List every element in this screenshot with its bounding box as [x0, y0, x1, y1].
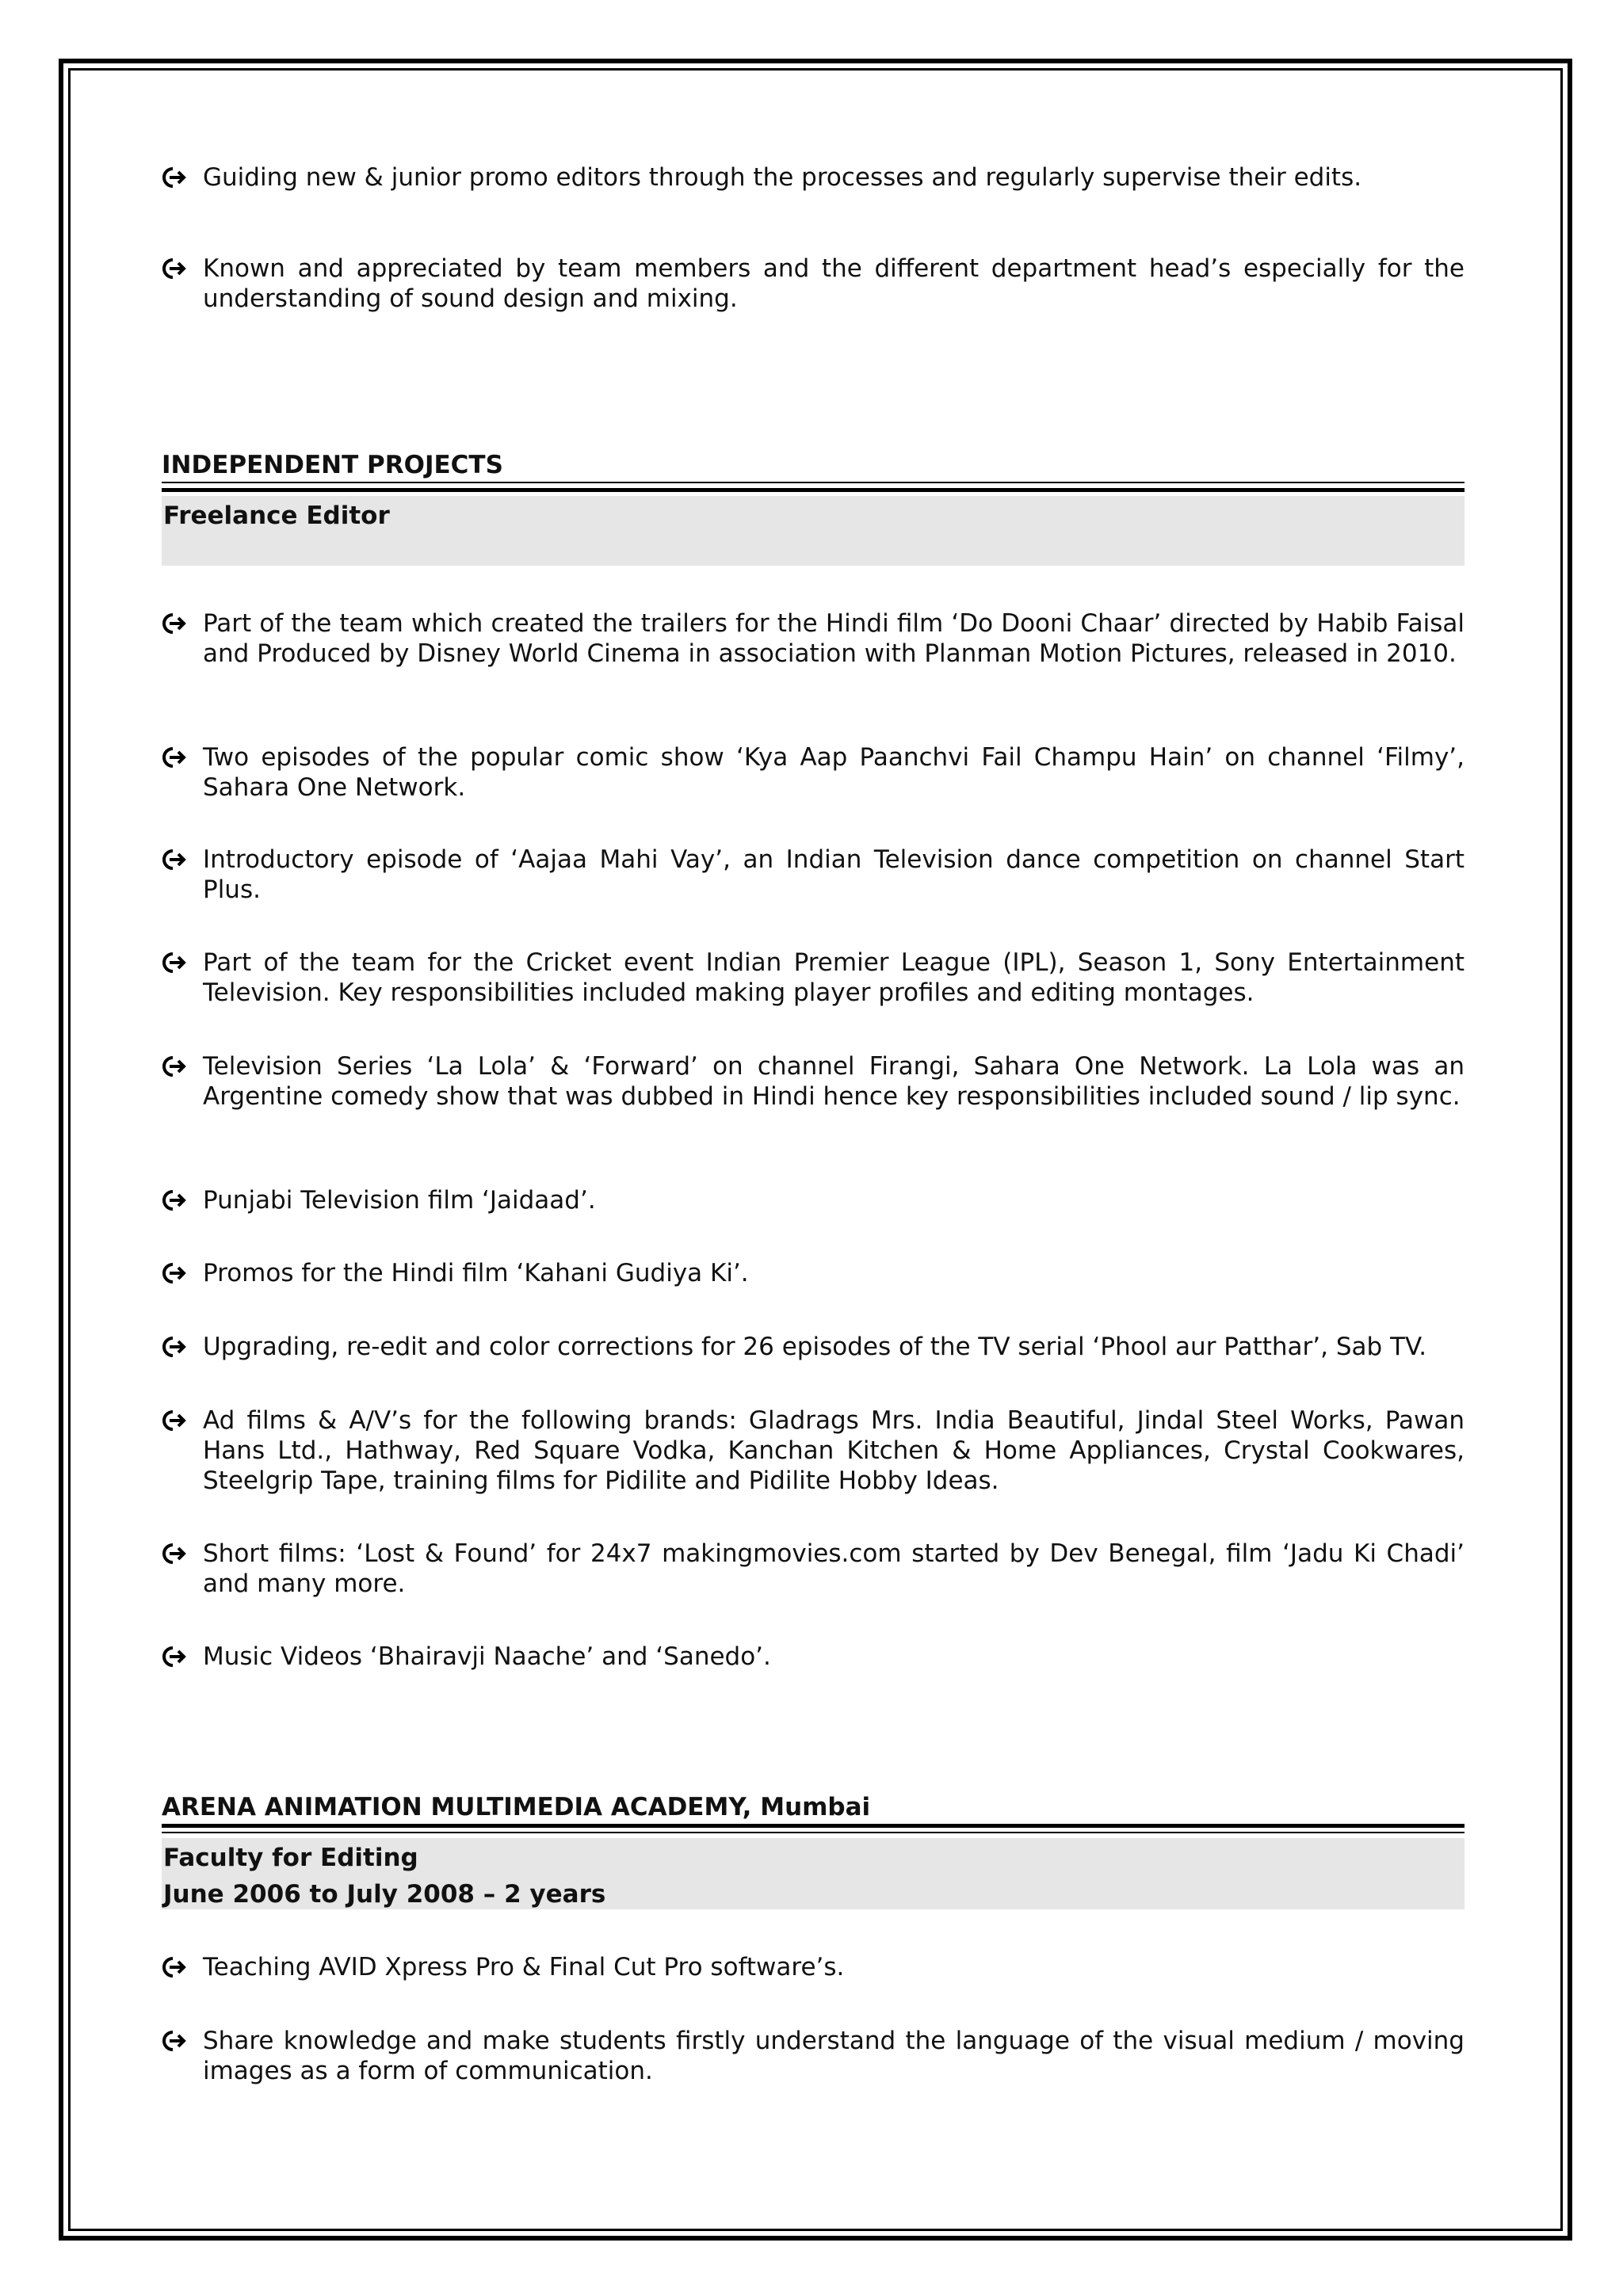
list-item [162, 1642, 1465, 1672]
list-item [162, 1405, 1465, 1496]
arrow-bullet-icon [162, 1407, 187, 1434]
bullet-text: Music Videos ‘Bhairavji Naache’ and ‘Sanedo’. [203, 1642, 771, 1671]
bullet-text: Part of the team for the Cricket event Indian Premier League (IPL), Season 1, Sony Entertainment Television. Key responsibilities included making player profiles and editing montages. [203, 948, 1465, 1007]
arrow-bullet-icon [162, 744, 187, 771]
arrow-bullet-icon [162, 1053, 187, 1080]
role-box-faculty [162, 1838, 1465, 1909]
bullet-text: Two episodes of the popular comic show ‘Kya Aap Paanchvi Fail Champu Hain’ on channel ‘Filmy’, Sahara One Network. [203, 743, 1465, 802]
arrow-bullet-icon [162, 1643, 187, 1670]
list-item [162, 254, 1465, 314]
bullet-text: Promos for the Hindi film ‘Kahani Gudiya Ki’. [203, 1259, 749, 1287]
bullet-text: Introductory episode of ‘Aajaa Mahi Vay’, an Indian Television dance competition on channel Start Plus. [203, 845, 1465, 904]
list-item [162, 742, 1465, 803]
list-item [162, 1258, 1465, 1288]
list-item [162, 1539, 1465, 1599]
arrow-bullet-icon [162, 846, 187, 873]
bullet-text: Television Series ‘La Lola’ & ‘Forward’ on channel Firangi, Sahara One Network. La Lola was an Argentine comedy show that was dubbed in Hindi hence key responsibilities included sound / lip sync. [203, 1052, 1465, 1111]
role-box-freelance [162, 496, 1465, 566]
bullet-text: Ad films & A/V’s for the following brands: Gladrags Mrs. India Beautiful, Jindal Steel Works, Pawan Hans Ltd., Hathway, Red Square Vodka, Kanchan Kitchen & Home Appliances, Crystal Cookwares, Steelgrip Tape, training films for Pidilite and Pidilite Hobby Ideas. [203, 1406, 1465, 1495]
list-item [162, 948, 1465, 1008]
bullet-text: Punjabi Television film ‘Jaidaad’. [203, 1186, 596, 1215]
divider [162, 1824, 1465, 1828]
arrow-bullet-icon [162, 1954, 187, 1981]
bullet-text: Upgrading, re-edit and color corrections for 26 episodes of the TV serial ‘Phool aur Patthar’, Sab TV. [203, 1333, 1427, 1361]
role-title: Freelance Editor [163, 502, 390, 530]
section-heading-arena: ARENA ANIMATION MULTIMEDIA ACADEMY, Mumbai [162, 1793, 871, 1821]
bullet-text: Short films: ‘Lost & Found’ for 24x7 makingmovies.com started by Dev Benegal, film ‘Jadu Ki Chadi’ and many more. [203, 1539, 1465, 1598]
arrow-bullet-icon [162, 1540, 187, 1567]
bullet-text: Teaching AVID Xpress Pro & Final Cut Pro software’s. [203, 1953, 845, 1981]
list-item [162, 1051, 1465, 1112]
bullet-text: Part of the team which created the trailers for the Hindi film ‘Do Dooni Chaar’ directed by Habib Faisal and Produced by Disney World Cinema in association with Planman Motion Pictures, released in 2010. [203, 609, 1465, 668]
section-heading-independent: INDEPENDENT PROJECTS [162, 451, 503, 479]
arrow-bullet-icon [162, 164, 187, 191]
arrow-bullet-icon [162, 610, 187, 637]
arrow-bullet-icon [162, 949, 187, 976]
arrow-bullet-icon [162, 255, 187, 282]
role-period: June 2006 to July 2008 – 2 years [163, 1880, 606, 1909]
list-item [162, 162, 1465, 193]
list-item [162, 845, 1465, 905]
list-item [162, 1952, 1465, 1982]
bullet-text: Known and appreciated by team members and the different department head’s especially for the understanding of sound design and mixing. [203, 254, 1465, 313]
divider [162, 488, 1465, 492]
divider [162, 1832, 1465, 1833]
arrow-bullet-icon [162, 1187, 187, 1214]
arrow-bullet-icon [162, 1333, 187, 1360]
role-title: Faculty for Editing [163, 1844, 418, 1872]
bullet-text: Share knowledge and make students firstly understand the language of the visual medium / moving images as a form of communication. [203, 2027, 1465, 2085]
arrow-bullet-icon [162, 2027, 187, 2054]
list-item [162, 2026, 1465, 2086]
list-item [162, 1185, 1465, 1215]
bullet-text: Guiding new & junior promo editors through the processes and regularly supervise their edits. [203, 163, 1362, 192]
divider [162, 482, 1465, 483]
arrow-bullet-icon [162, 1260, 187, 1287]
list-item [162, 608, 1465, 669]
list-item [162, 1332, 1465, 1362]
